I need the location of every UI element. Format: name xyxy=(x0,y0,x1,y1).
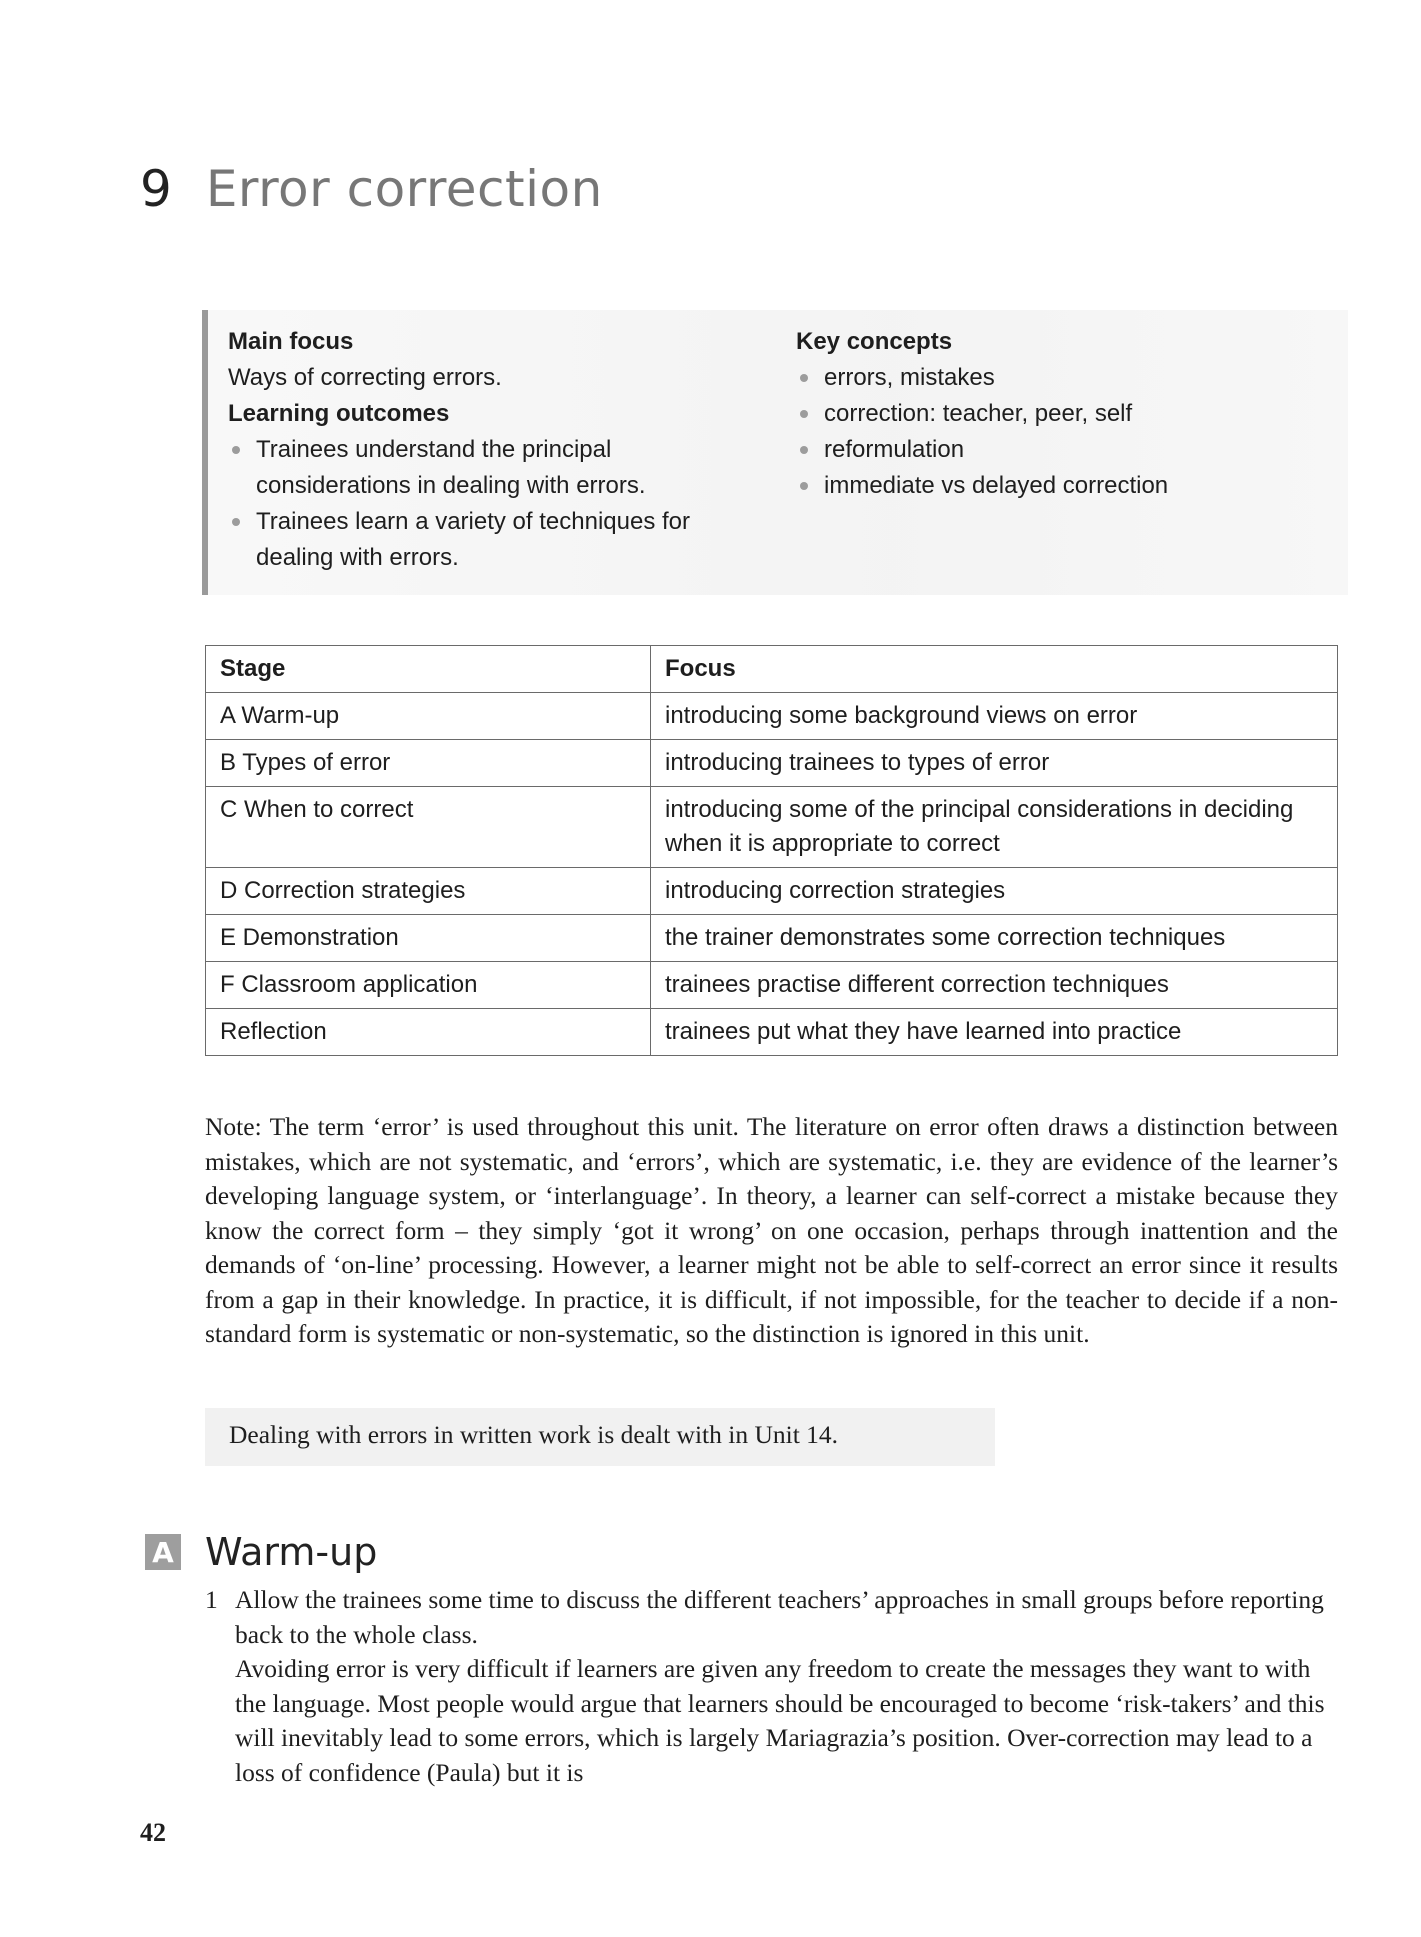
section-a-body xyxy=(205,1583,1340,1790)
key-concept-text: errors, mistakes xyxy=(824,364,995,391)
section-letter-badge: A xyxy=(145,1534,181,1570)
focus-cell: introducing some of the principal considerations in deciding when it is appropriate to correct xyxy=(651,787,1338,868)
key-concepts-list xyxy=(796,360,1316,504)
section-title: Warm-up xyxy=(205,1530,378,1574)
table-row xyxy=(206,787,1338,868)
table-row xyxy=(206,1009,1338,1056)
bullet-icon xyxy=(800,482,808,490)
stage-cell: E Demonstration xyxy=(206,915,651,962)
list-item xyxy=(796,360,1316,396)
list-item xyxy=(228,432,728,504)
stage-cell: F Classroom application xyxy=(206,962,651,1009)
list-item xyxy=(796,468,1316,504)
section-a-heading xyxy=(145,1530,377,1574)
focus-right-column xyxy=(796,324,1316,504)
key-concept-text: reformulation xyxy=(824,436,965,463)
bullet-icon xyxy=(800,374,808,382)
focus-cell: introducing some background views on error xyxy=(651,693,1338,740)
stage-cell: A Warm-up xyxy=(206,693,651,740)
table-row xyxy=(206,962,1338,1009)
table-row xyxy=(206,868,1338,915)
bullet-icon xyxy=(232,518,240,526)
bullet-icon xyxy=(232,446,240,454)
table-header-row xyxy=(206,646,1338,693)
unit-title: Error correction xyxy=(205,160,603,218)
stage-cell: B Types of error xyxy=(206,740,651,787)
note-box-text: Dealing with errors in written work is dealt with in Unit 14. xyxy=(229,1420,839,1449)
focus-cell: introducing trainees to types of error xyxy=(651,740,1338,787)
focus-cell: trainees practise different correction techniques xyxy=(651,962,1338,1009)
stage-table xyxy=(205,645,1338,1056)
key-concept-text: immediate vs delayed correction xyxy=(824,472,1169,499)
stage-cell: Reflection xyxy=(206,1009,651,1056)
page-number: 42 xyxy=(140,1818,166,1847)
item-paragraph: Allow the trainees some time to discuss the different teachers’ approaches in small groups before reporting back to the whole class. xyxy=(235,1585,1324,1649)
stage-cell: C When to correct xyxy=(206,787,651,868)
focus-left-column xyxy=(228,324,728,576)
note-paragraph: Note: The term ‘error’ is used throughout this unit. The literature on error often draws a distinction between mistakes, which are not systematic, and ‘errors’, which are systematic, i.e. they are evidence of the learner’s developing language system, or ‘interlanguage’. In theory, a learner can self-correct a mistake because they know the correct form – they simply ‘got it wrong’ on one occasion, perhaps through inattention and the demands of ‘on-line’ processing. However, a learner might not be able to self-correct an error since it results from a gap in their knowledge. In practice, it is difficult, if not impossible, for the teacher to decide if a non-standard form is systematic or non-systematic, so the distinction is ignored in this unit. xyxy=(205,1112,1338,1348)
focus-cell: introducing correction strategies xyxy=(651,868,1338,915)
stage-cell: D Correction strategies xyxy=(206,868,651,915)
learning-outcomes-list xyxy=(228,432,728,576)
key-concepts-heading: Key concepts xyxy=(796,328,953,355)
item-paragraph: Avoiding error is very difficult if learners are given any freedom to create the messages they want to with the language. Most people would argue that learners should be encouraged to become ‘risk-takers’ and this will inevitably lead to some errors, which is largely Mariagrazia’s position. Over-correction may lead to a loss of confidence (Paula) but it is xyxy=(235,1654,1325,1787)
focus-cell: the trainer demonstrates some correction techniques xyxy=(651,915,1338,962)
list-item xyxy=(796,432,1316,468)
header-stage: Stage xyxy=(206,646,651,693)
main-focus-heading: Main focus xyxy=(228,328,354,355)
bullet-icon xyxy=(800,446,808,454)
numbered-item xyxy=(205,1583,1340,1790)
learning-outcome-text: Trainees learn a variety of techniques for dealing with errors. xyxy=(256,508,691,571)
list-item xyxy=(228,504,728,576)
table-row xyxy=(206,740,1338,787)
focus-cell: trainees put what they have learned into practice xyxy=(651,1009,1338,1056)
bullet-icon xyxy=(800,410,808,418)
table-row xyxy=(206,693,1338,740)
list-item xyxy=(796,396,1316,432)
learning-outcome-text: Trainees understand the principal considerations in dealing with errors. xyxy=(256,436,646,499)
main-focus-text: Ways of correcting errors. xyxy=(228,364,502,391)
unit-number: 9 xyxy=(140,160,172,218)
item-text xyxy=(235,1583,1340,1790)
learning-outcomes-heading: Learning outcomes xyxy=(228,400,450,427)
table-row xyxy=(206,915,1338,962)
focus-box xyxy=(202,310,1348,595)
unit-header xyxy=(140,160,603,218)
key-concept-text: correction: teacher, peer, self xyxy=(824,400,1133,427)
item-number: 1 xyxy=(205,1585,218,1614)
note-box xyxy=(205,1408,995,1466)
header-focus: Focus xyxy=(651,646,1338,693)
